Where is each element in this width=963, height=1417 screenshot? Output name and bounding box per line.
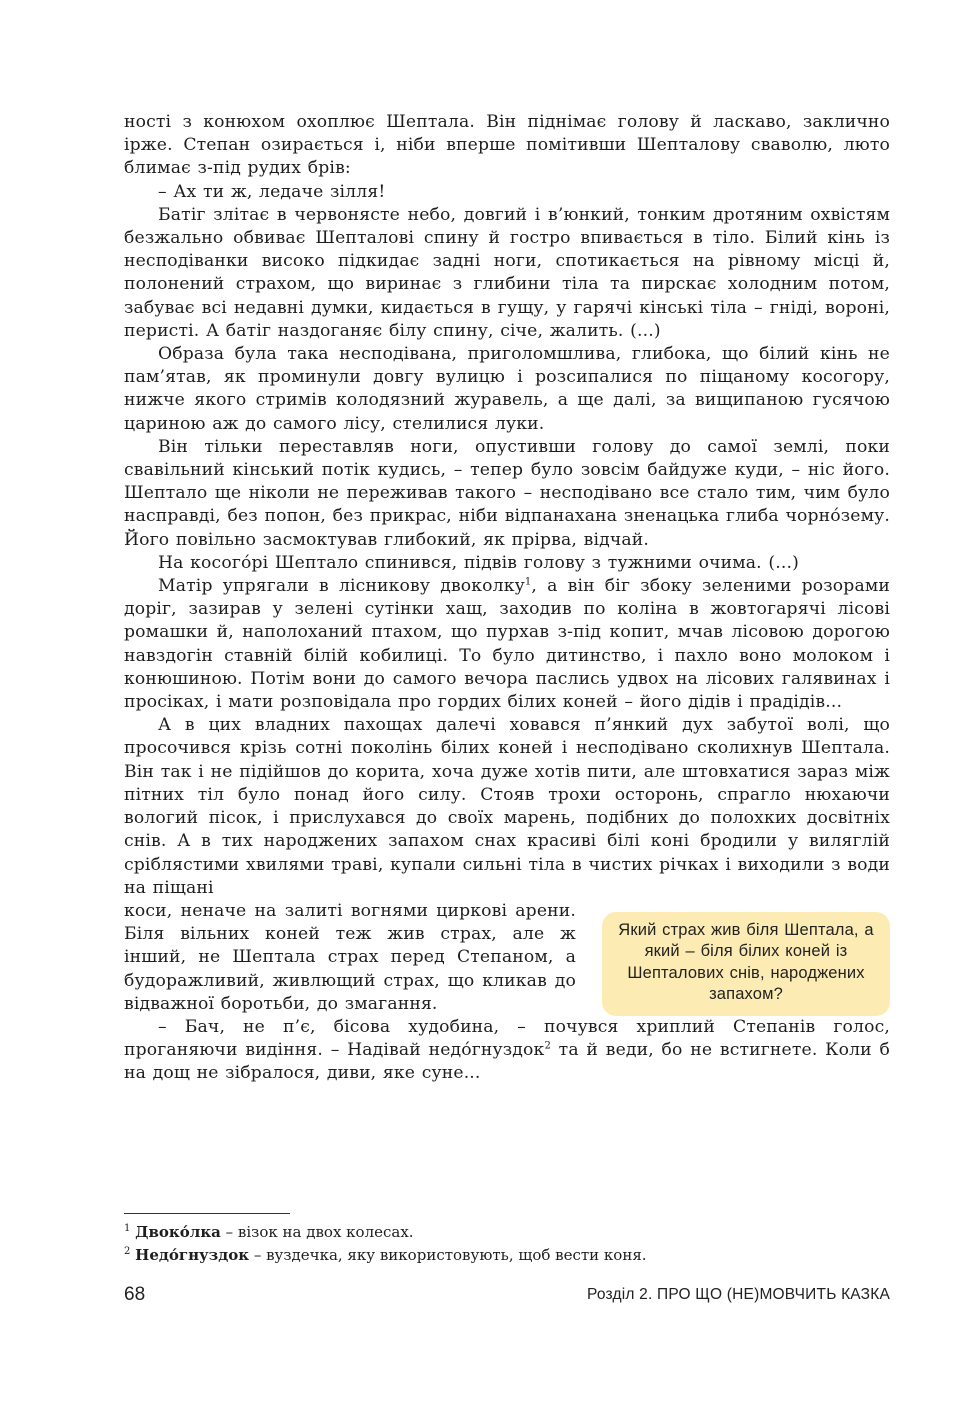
paragraph-5: Він тільки переставляв ноги, опустивши голову до самої землі, поки свавільний кінський потік кудись, – тепер було зовсім байдуже куди, – ніс його. Шептало ще ніколи не переживав такого – несподівано все стало тим, чим було насправді, без попон, без прикрас, ніби відпанахана зненацька глиба чорно́зему. Його повільно засмоктував глибокий, як прірва, відчай.: [124, 436, 890, 550]
text-with-callout: [124, 900, 890, 1016]
footnote-definition: – візок на двох колесах.: [220, 1223, 414, 1241]
paragraph-9-start: – Бач, не п’є, бісова худобина, – почувся хриплий Степанів голос, проганяючи видіння. – Надівай недо́гнуздок: [124, 1016, 890, 1061]
footnote-2: [124, 1244, 890, 1267]
paragraph-7: [124, 575, 890, 714]
paragraph-7-end: , а він біг збоку зеленими розорами доріг, зазирав у зелені сутінки хащ, заходив по коліна в жовтогарячі лісові ромашки й, наполоханий птахом, що пурхав з-під копит, мчав лісовою дорогою навздогін ставній білій кобилиці. То було дитинство, і пахло воно молоком і конюшиною. Потім вони до самого вечора паслись удвох на лісових галявинах і просіках, і мати розповідала про гордих білих коней – його дідів і прадідів...: [124, 576, 890, 713]
footnotes: [124, 1221, 890, 1267]
paragraph-9: [124, 1016, 890, 1086]
paragraph-6: На косого́рі Шептало спинився, підвів голову з тужними очима. (...): [158, 552, 799, 573]
section-title: Розділ 2. ПРО ЩО (НЕ)МОВЧИТЬ КАЗКА: [587, 1286, 890, 1303]
footnote-1: [124, 1221, 890, 1244]
paragraph-8: А в цих владних пахощах далечі ховався п’янкий дух забутої волі, що просочився крізь сотні поколінь білих коней і несподівано сколихнув Шептала. Він так і не підійшов до корита, хоча дуже хотів пити, але штовхатися зараз між пітних тіл було понад його силу. Стояв трохи осторонь, спрагло нюхаючи вологий пісок, і прислухався до своїх марень, подібних до полохких досвітніх снів. А в тих народжених запахом снах красиві білі коні бродили у виляглій сріблястими хвилями траві, купали сильні тіла в чистих річках і виходили з води на піщані: [124, 715, 890, 898]
footnote-definition: – вуздечка, яку використовують, щоб вести коня.: [249, 1246, 647, 1264]
footnote-term: Двоко́лка: [135, 1223, 221, 1241]
paragraph-7-start: Матір упрягали в лісникову двоколку: [158, 576, 525, 597]
paragraph-2: – Ах ти ж, ледаче зілля!: [158, 181, 386, 202]
paragraph-4: Образа була така несподівана, приголомшлива, глибока, що білий кінь не пам’ятав, як проминули довгу вулицю і розсипалися по піщаному косогору, нижче якого стримів колодязний журавель, а ще далі, за вищипаною гусячою цариною аж до самого лісу, стелилися луки.: [124, 344, 890, 434]
footnote-ref-2: 2: [544, 1040, 551, 1052]
paragraph-9-end: та й веди, бо не встигнете. Коли б на дощ не зібралося, диви, яке суне...: [124, 1040, 890, 1084]
footnote-term: Недо́гнуздок: [135, 1246, 250, 1264]
page-number: 68: [124, 1284, 146, 1305]
story-text: [124, 111, 890, 1086]
footnote-divider: [124, 1213, 290, 1214]
paragraph-1: ності з конюхом охоплює Шептала. Він піднімає голову й ласкаво, заклично ірже. Степан озирається і, ніби вперше помітивши Шепталову сваволю, люто блимає з-під рудих брів:: [124, 112, 890, 179]
footnote-mark: 1: [124, 1223, 131, 1234]
paragraph-8-continued: коси, неначе на залиті вогнями циркові арени. Біля вільних коней теж жив страх, але ж інший, не Шептала страх перед Степаном, а будоражливий, живлющий страх, що кликав до відважної боротьби, до змагання.: [124, 900, 576, 1014]
footnote-mark: 2: [124, 1246, 131, 1257]
question-callout: Який страх жив біля Шептала, а який – біля білих коней із Шепталових снів, народжених запахом?: [602, 912, 890, 1016]
paragraph-3: Батіг злітає в червонясте небо, довгий і в’юнкий, тонким дротяним охвістям безжально обвиває Шепталові спину й гостро впивається в тіло. Білий кінь із несподіванки високо підкидає задні ноги, спотикається на рівному місці й, полонений страхом, що виринає з глибини тіла та пирскає холодним потом, забуває всі недавні думки, кидається в гущу, у гарячі кінські тіла – гніді, вороні, перисті. А батіг наздоганяє білу спину, січе, жалить. (...): [124, 204, 890, 341]
footnote-ref-1: 1: [524, 576, 532, 588]
